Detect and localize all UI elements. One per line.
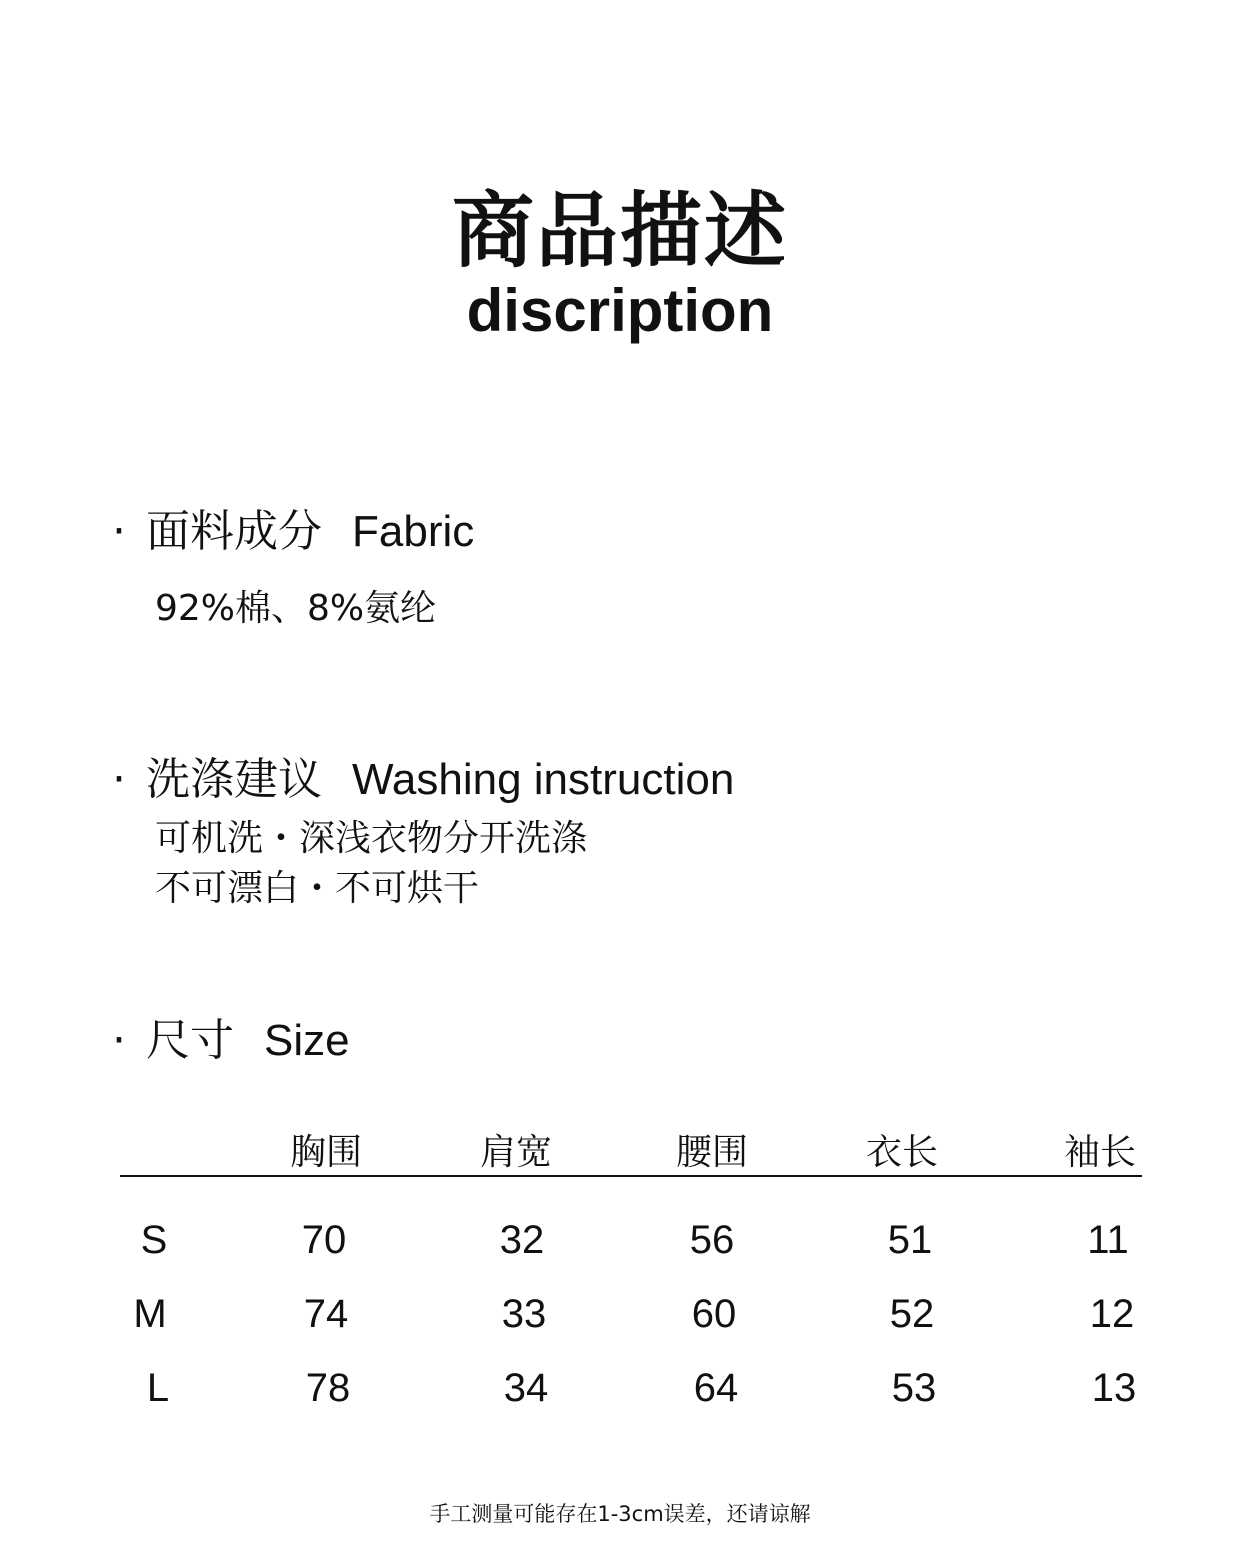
washing-label-en: Washing instruction [352,755,735,804]
cell-s-chest: 70 [301,1218,347,1262]
cell-l-length: 53 [891,1366,937,1410]
header-chest: 胸围 [289,1132,362,1173]
cell-l-sleeve: 13 [1091,1366,1137,1410]
bullet-dot: · [112,754,126,805]
bullet-dot: · [112,506,126,557]
cell-l-shoulder: 34 [503,1366,549,1410]
cell-s-length: 51 [887,1218,933,1262]
cell-m-waist: 60 [691,1292,737,1336]
cell-m-shoulder: 33 [501,1292,547,1336]
cell-s-shoulder: 32 [499,1218,545,1262]
washing-heading [112,752,734,808]
washing-line-1: 可机洗・深浅衣物分开洗涤 [155,818,588,859]
size-label-m: M [133,1292,167,1336]
cell-l-waist: 64 [693,1366,739,1410]
header-waist: 腰围 [675,1132,748,1173]
fabric-composition: 92%棉、8%氨纶 [155,588,437,629]
header-sleeve: 袖长 [1063,1132,1136,1173]
cell-m-sleeve: 12 [1089,1292,1135,1336]
cell-s-sleeve: 11 [1087,1218,1129,1262]
size-label-cn: 尺寸 [146,1015,234,1066]
size-heading [112,1013,350,1069]
washing-line-2: 不可漂白・不可烘干 [155,868,480,909]
page-title-cn: 商品描述 [451,184,788,279]
table-divider [120,1175,1142,1177]
cell-l-chest: 78 [305,1366,351,1410]
washing-label-cn: 洗涤建议 [146,754,322,805]
cell-m-length: 52 [889,1292,935,1336]
header-shoulder: 肩宽 [479,1132,552,1173]
page-title-en: discription [466,277,774,344]
fabric-label-en: Fabric [352,507,475,556]
cell-m-chest: 74 [303,1292,349,1336]
size-label-l: L [146,1366,170,1410]
size-label-s: S [140,1218,168,1262]
cell-s-waist: 56 [689,1218,735,1262]
fabric-label-cn: 面料成分 [146,506,322,557]
fabric-heading [112,504,474,560]
measurement-disclaimer: 手工测量可能存在1-3cm误差，还请谅解 [429,1502,811,1526]
header-length: 衣长 [865,1132,938,1173]
size-label-en: Size [264,1016,350,1065]
bullet-dot: · [112,1015,126,1066]
